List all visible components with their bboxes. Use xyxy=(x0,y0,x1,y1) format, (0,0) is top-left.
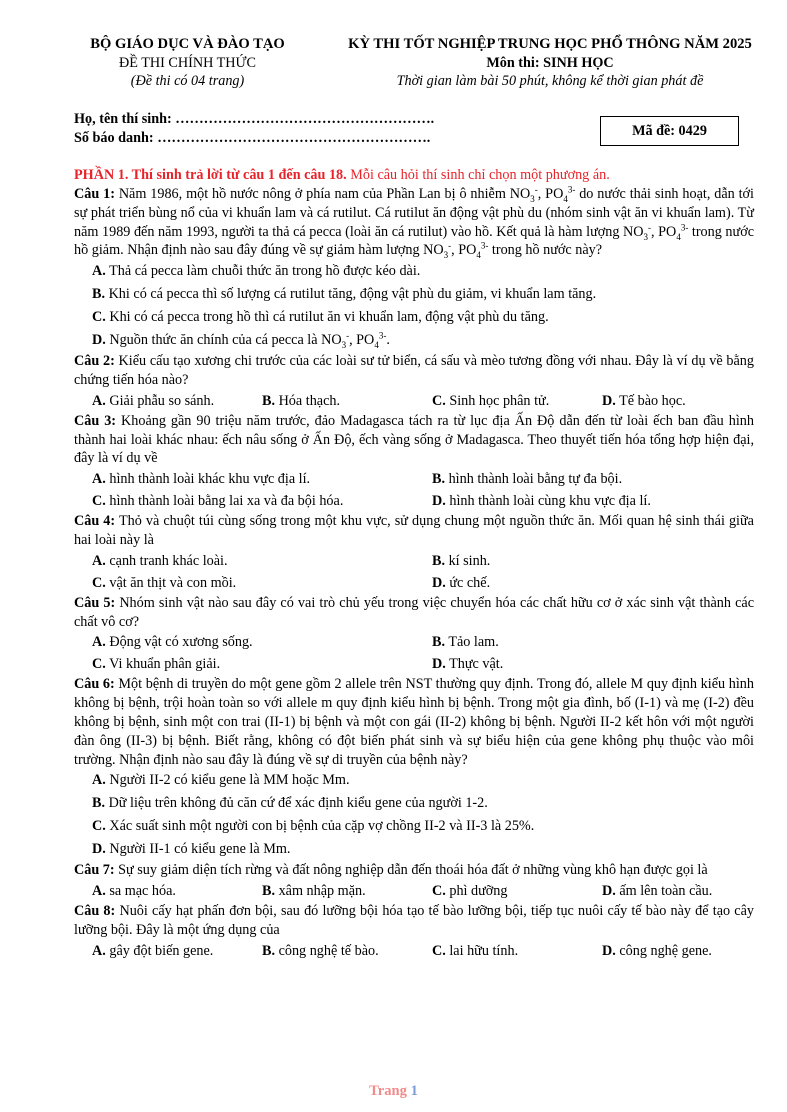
page-count-note: (Đề thi có 04 trang) xyxy=(130,73,245,89)
option-text: Người II-1 có kiểu gene là Mm. xyxy=(109,841,291,858)
option-text: hình thành loài bằng tự đa bội. xyxy=(448,471,623,488)
option-label: D. xyxy=(602,942,616,959)
candidate-id-line: Số báo danh: …………………………………………………. xyxy=(74,130,431,146)
questions xyxy=(74,166,754,962)
option-text: Sinh học phân tử. xyxy=(449,392,550,409)
question-text: Nhóm sinh vật nào sau đây có vai trò chủ yếu trong việc chuyển hóa các chất hữu cơ ở xác sinh vật thành các chất vô cơ? xyxy=(74,594,754,630)
option-text: Hóa thạch. xyxy=(278,392,341,409)
option-label: C. xyxy=(92,574,106,591)
option-label: B. xyxy=(262,392,276,409)
option-label: A. xyxy=(92,772,106,789)
question-text: Nuôi cấy hạt phấn đơn bội, sau đó lưỡng bội hóa tạo tế bào lưỡng bội, tiếp tục nuôi cấy tế bào này để tạo cây lưỡng bội. Đây là một ứng dụng của xyxy=(74,903,754,938)
question-number: Câu 6: xyxy=(74,676,115,693)
superscript: - xyxy=(346,330,350,341)
option-label: A. xyxy=(92,942,106,959)
question-text: trong hồ nước này? xyxy=(488,242,603,259)
superscript: - xyxy=(648,221,652,232)
option-text: xâm nhập mặn. xyxy=(278,883,366,900)
question-number: Câu 1: xyxy=(74,186,115,202)
question-text: , PO xyxy=(651,223,677,240)
option-d xyxy=(432,653,503,675)
section-title xyxy=(74,166,754,185)
question-number: Câu 8: xyxy=(74,903,116,920)
option-b xyxy=(92,792,754,815)
options-row xyxy=(92,390,754,412)
option-text: hình thành loài cùng khu vực địa lí. xyxy=(449,493,651,510)
subscript: 4 xyxy=(563,193,568,204)
option-label: D. xyxy=(92,332,106,349)
time-note: Thời gian làm bài 50 phút, không kể thời gian phát đề xyxy=(396,73,704,89)
option-c xyxy=(432,940,602,962)
option-d xyxy=(92,838,754,861)
option-text: công nghệ gene. xyxy=(619,942,712,959)
exam-code-box: Mã đề: 0429 xyxy=(600,116,739,146)
option-label: C. xyxy=(432,942,446,959)
question-text: Một bệnh di truyền do một gene gồm 2 allele trên NST thường quy định. Trong đó, allele M quy định kiểu hình không bị bệnh, trội hoàn toàn so với allele m quy định kiểu hình bị bệnh. Trong một gia đình, bố (I-1) và mẹ (I-2) đều không bị bệnh, sinh một con trai (II-1) bị bệnh và một con gái (II-2) không bị bệnh. Người II-2 kết hôn với một người đàn ông (II-3) bị bệnh. Biết rằng, không có đột biến phát sinh và sự biểu hiện của gene không phụ thuộc vào môi trường. Nhận định nào sau đây là đúng về sự di truyền của bệnh này? xyxy=(74,676,754,768)
option-c xyxy=(92,653,432,675)
option-c xyxy=(92,815,754,838)
option-text: lai hữu tính. xyxy=(449,942,519,959)
option-d xyxy=(602,940,712,962)
option-a xyxy=(92,880,262,902)
option-b xyxy=(92,283,754,306)
page-number: 1 xyxy=(410,1083,418,1099)
subject-line: Môn thi: SINH HỌC xyxy=(486,54,614,71)
option-label: C. xyxy=(432,883,446,900)
option-label: C. xyxy=(92,818,106,835)
subscript: 4 xyxy=(676,231,681,242)
option-a xyxy=(92,260,754,283)
option-label: D. xyxy=(432,656,446,673)
option-text: Vi khuẩn phân giải. xyxy=(109,656,221,673)
options-row xyxy=(92,468,754,490)
subscript: 3 xyxy=(443,250,449,261)
option-label: A. xyxy=(92,392,106,409)
option-label: B. xyxy=(262,942,276,959)
header-right xyxy=(318,35,782,91)
question-1 xyxy=(74,185,754,260)
superscript: 3- xyxy=(378,330,387,341)
option-label: C. xyxy=(92,493,106,510)
option-text: , PO xyxy=(349,332,375,349)
question-number: Câu 3: xyxy=(74,412,117,429)
question-text: Năm 1986, một hồ nước nông ở phía nam của Phần Lan bị ô nhiễm NO xyxy=(114,186,531,202)
option-text: Thả cá pecca làm chuỗi thức ăn trong hồ được kéo dài. xyxy=(109,263,421,280)
option-label: B. xyxy=(432,471,446,488)
question-text: Kiểu cấu tạo xương chi trước của các loài sư tử biển, cá sấu và mèo tương đồng với nhau. Đây là ví dụ về bằng chứng tiến hóa nào? xyxy=(74,353,754,388)
question-number: Câu 5: xyxy=(74,594,116,611)
section-note: Mỗi câu hỏi thí sinh chỉ chọn một phương án. xyxy=(346,167,610,183)
options-row xyxy=(92,880,754,902)
superscript: - xyxy=(534,184,538,195)
options-row xyxy=(92,940,754,962)
question-6 xyxy=(74,675,754,769)
option-label: D. xyxy=(92,841,106,858)
option-label: D. xyxy=(432,574,446,591)
page-footer xyxy=(0,1082,787,1101)
candidate-info xyxy=(74,110,504,148)
option-text: Thực vật. xyxy=(449,656,504,673)
option-text: Giải phẫu so sánh. xyxy=(109,392,215,409)
question-text: , PO xyxy=(537,186,564,202)
option-text: Dữ liệu trên không đủ căn cứ để xác định kiểu gene của người 1-2. xyxy=(108,795,488,812)
option-text: ức chế. xyxy=(449,574,491,591)
option-label: B. xyxy=(262,883,276,900)
option-a xyxy=(92,769,754,792)
question-5 xyxy=(74,594,754,632)
option-label: C. xyxy=(92,656,106,673)
option-label: C. xyxy=(92,309,106,326)
superscript: 3- xyxy=(480,240,489,251)
option-b xyxy=(432,550,490,572)
option-label: A. xyxy=(92,263,106,280)
option-a xyxy=(92,631,432,653)
option-text: cạnh tranh khác loài. xyxy=(109,552,228,569)
option-text: . xyxy=(386,332,390,349)
option-label: B. xyxy=(92,286,106,303)
superscript: - xyxy=(448,240,452,251)
ministry-name: BỘ GIÁO DỤC VÀ ĐÀO TẠO xyxy=(90,36,285,52)
options-row xyxy=(92,572,754,594)
question-number: Câu 7: xyxy=(74,862,115,879)
question-number: Câu 4: xyxy=(74,513,116,530)
header-left xyxy=(70,35,305,91)
question-3 xyxy=(74,412,754,468)
option-d xyxy=(602,390,686,412)
question-text: Khoảng gần 90 triệu năm trước, đảo Madagasca tách ra từ lục địa Ấn Độ dẫn đến từ loài ếch ban đầu hình thành hai loài khác nhau: ếch nâu sống ở Ấn Độ, ếch vàng sống ở Madagasca. Theo thuyết tiến hóa tổng hợp hiện đại, đây là ví dụ về xyxy=(74,412,754,467)
option-text: Người II-2 có kiểu gene là MM hoặc Mm. xyxy=(109,772,350,789)
question-number: Câu 2: xyxy=(74,353,115,370)
option-c xyxy=(432,390,602,412)
option-label: A. xyxy=(92,883,106,900)
superscript: 3- xyxy=(567,184,576,195)
option-text: phì dưỡng xyxy=(449,883,508,900)
subscript: 3 xyxy=(530,193,535,204)
subscript: 4 xyxy=(374,340,379,351)
option-b xyxy=(432,468,622,490)
subscript: 3 xyxy=(643,231,649,242)
options-row xyxy=(92,631,754,653)
question-text: trong nước hồ giảm. Nhận định nào sau đây đúng về sự giảm hàm lượng NO xyxy=(74,223,754,259)
option-label: B. xyxy=(432,552,446,569)
option-text: Khi có cá pecca trong hồ thì cá rutilut ăn vi khuẩn lam, động vật phù du tăng. xyxy=(109,309,549,326)
option-d xyxy=(602,880,712,902)
question-text: Sự suy giảm diện tích rừng và đất nông nghiệp dẫn đến thoái hóa đất ở những vùng khô hạn được gọi là xyxy=(114,862,708,879)
option-a xyxy=(92,550,432,572)
question-text: , PO xyxy=(451,242,477,259)
option-text: Động vật có xương sống. xyxy=(109,634,253,651)
option-a xyxy=(92,468,432,490)
option-d xyxy=(432,572,490,594)
option-c xyxy=(92,572,432,594)
official-label: ĐỀ THI CHÍNH THỨC xyxy=(119,54,256,71)
option-text: Tế bào học. xyxy=(619,392,686,409)
options-row xyxy=(92,490,754,512)
options-row xyxy=(92,550,754,572)
option-text: kí sinh. xyxy=(448,552,491,569)
question-text: Thỏ và chuột túi cùng sống trong một khu vực, sử dụng chung một nguồn thức ăn. Mối quan hệ sinh thái giữa hai loài này là xyxy=(74,513,754,548)
option-text: vật ăn thịt và con mồi. xyxy=(109,574,237,591)
candidate-name-line: Họ, tên thí sinh: ………………………………………………. xyxy=(74,111,435,127)
option-text: Xác suất sinh một người con bị bệnh của cặp vợ chồng II-2 và II-3 là 25%. xyxy=(109,818,535,835)
options-row xyxy=(92,653,754,675)
subscript: 4 xyxy=(476,250,481,261)
option-label: A. xyxy=(92,634,106,651)
option-text: công nghệ tế bào. xyxy=(278,942,379,959)
option-c xyxy=(92,490,432,512)
option-b xyxy=(432,631,499,653)
superscript: 3- xyxy=(680,221,689,232)
option-label: B. xyxy=(432,634,446,651)
question-text: do nước thải sinh hoạt, dẫn tới sự phát triển bùng nổ của vi khuẩn lam và cá rutilut. Cá rutilut ăn động vật phù du (nhóm sinh vật ăn vi khuẩn lam). Từ năm 1989 đến năm 1993, người ta thả cá pecca (loài ăn cá rutilut) vào hồ. Kết quả là hàm lượng NO xyxy=(74,186,754,240)
question-2 xyxy=(74,352,754,390)
option-text: Khi có cá pecca thì số lượng cá rutilut tăng, động vật phù du giảm, vi khuẩn lam tăng. xyxy=(108,286,597,303)
option-text: gây đột biến gene. xyxy=(109,942,214,959)
option-text: Nguồn thức ăn chính của cá pecca là NO xyxy=(109,332,342,349)
option-a xyxy=(92,940,262,962)
option-label: B. xyxy=(92,795,106,812)
option-label: D. xyxy=(602,883,616,900)
option-b xyxy=(262,390,432,412)
option-b xyxy=(262,940,432,962)
option-label: A. xyxy=(92,552,106,569)
question-8 xyxy=(74,902,754,940)
option-d xyxy=(92,329,754,352)
option-text: Tảo lam. xyxy=(448,634,499,651)
subscript: 3 xyxy=(341,340,347,351)
option-label: A. xyxy=(92,471,106,488)
option-d xyxy=(432,490,651,512)
option-c xyxy=(92,306,754,329)
option-text: sa mạc hóa. xyxy=(109,883,176,900)
exam-title: KỲ THI TỐT NGHIỆP TRUNG HỌC PHỔ THÔNG NĂM 2025 xyxy=(348,36,752,52)
question-4 xyxy=(74,512,754,550)
option-label: D. xyxy=(602,392,616,409)
option-c xyxy=(432,880,602,902)
option-text: ấm lên toàn cầu. xyxy=(619,883,713,900)
option-a xyxy=(92,390,262,412)
question-7 xyxy=(74,861,754,880)
option-label: C. xyxy=(432,392,446,409)
option-text: hình thành loài khác khu vực địa lí. xyxy=(109,471,311,488)
page-word: Trang xyxy=(369,1083,407,1099)
option-text: hình thành loài bằng lai xa và đa bội hóa. xyxy=(109,493,344,510)
option-b xyxy=(262,880,432,902)
option-label: D. xyxy=(432,493,446,510)
section-heading: PHẦN 1. Thí sinh trả lời từ câu 1 đến câu 18. xyxy=(74,167,347,183)
